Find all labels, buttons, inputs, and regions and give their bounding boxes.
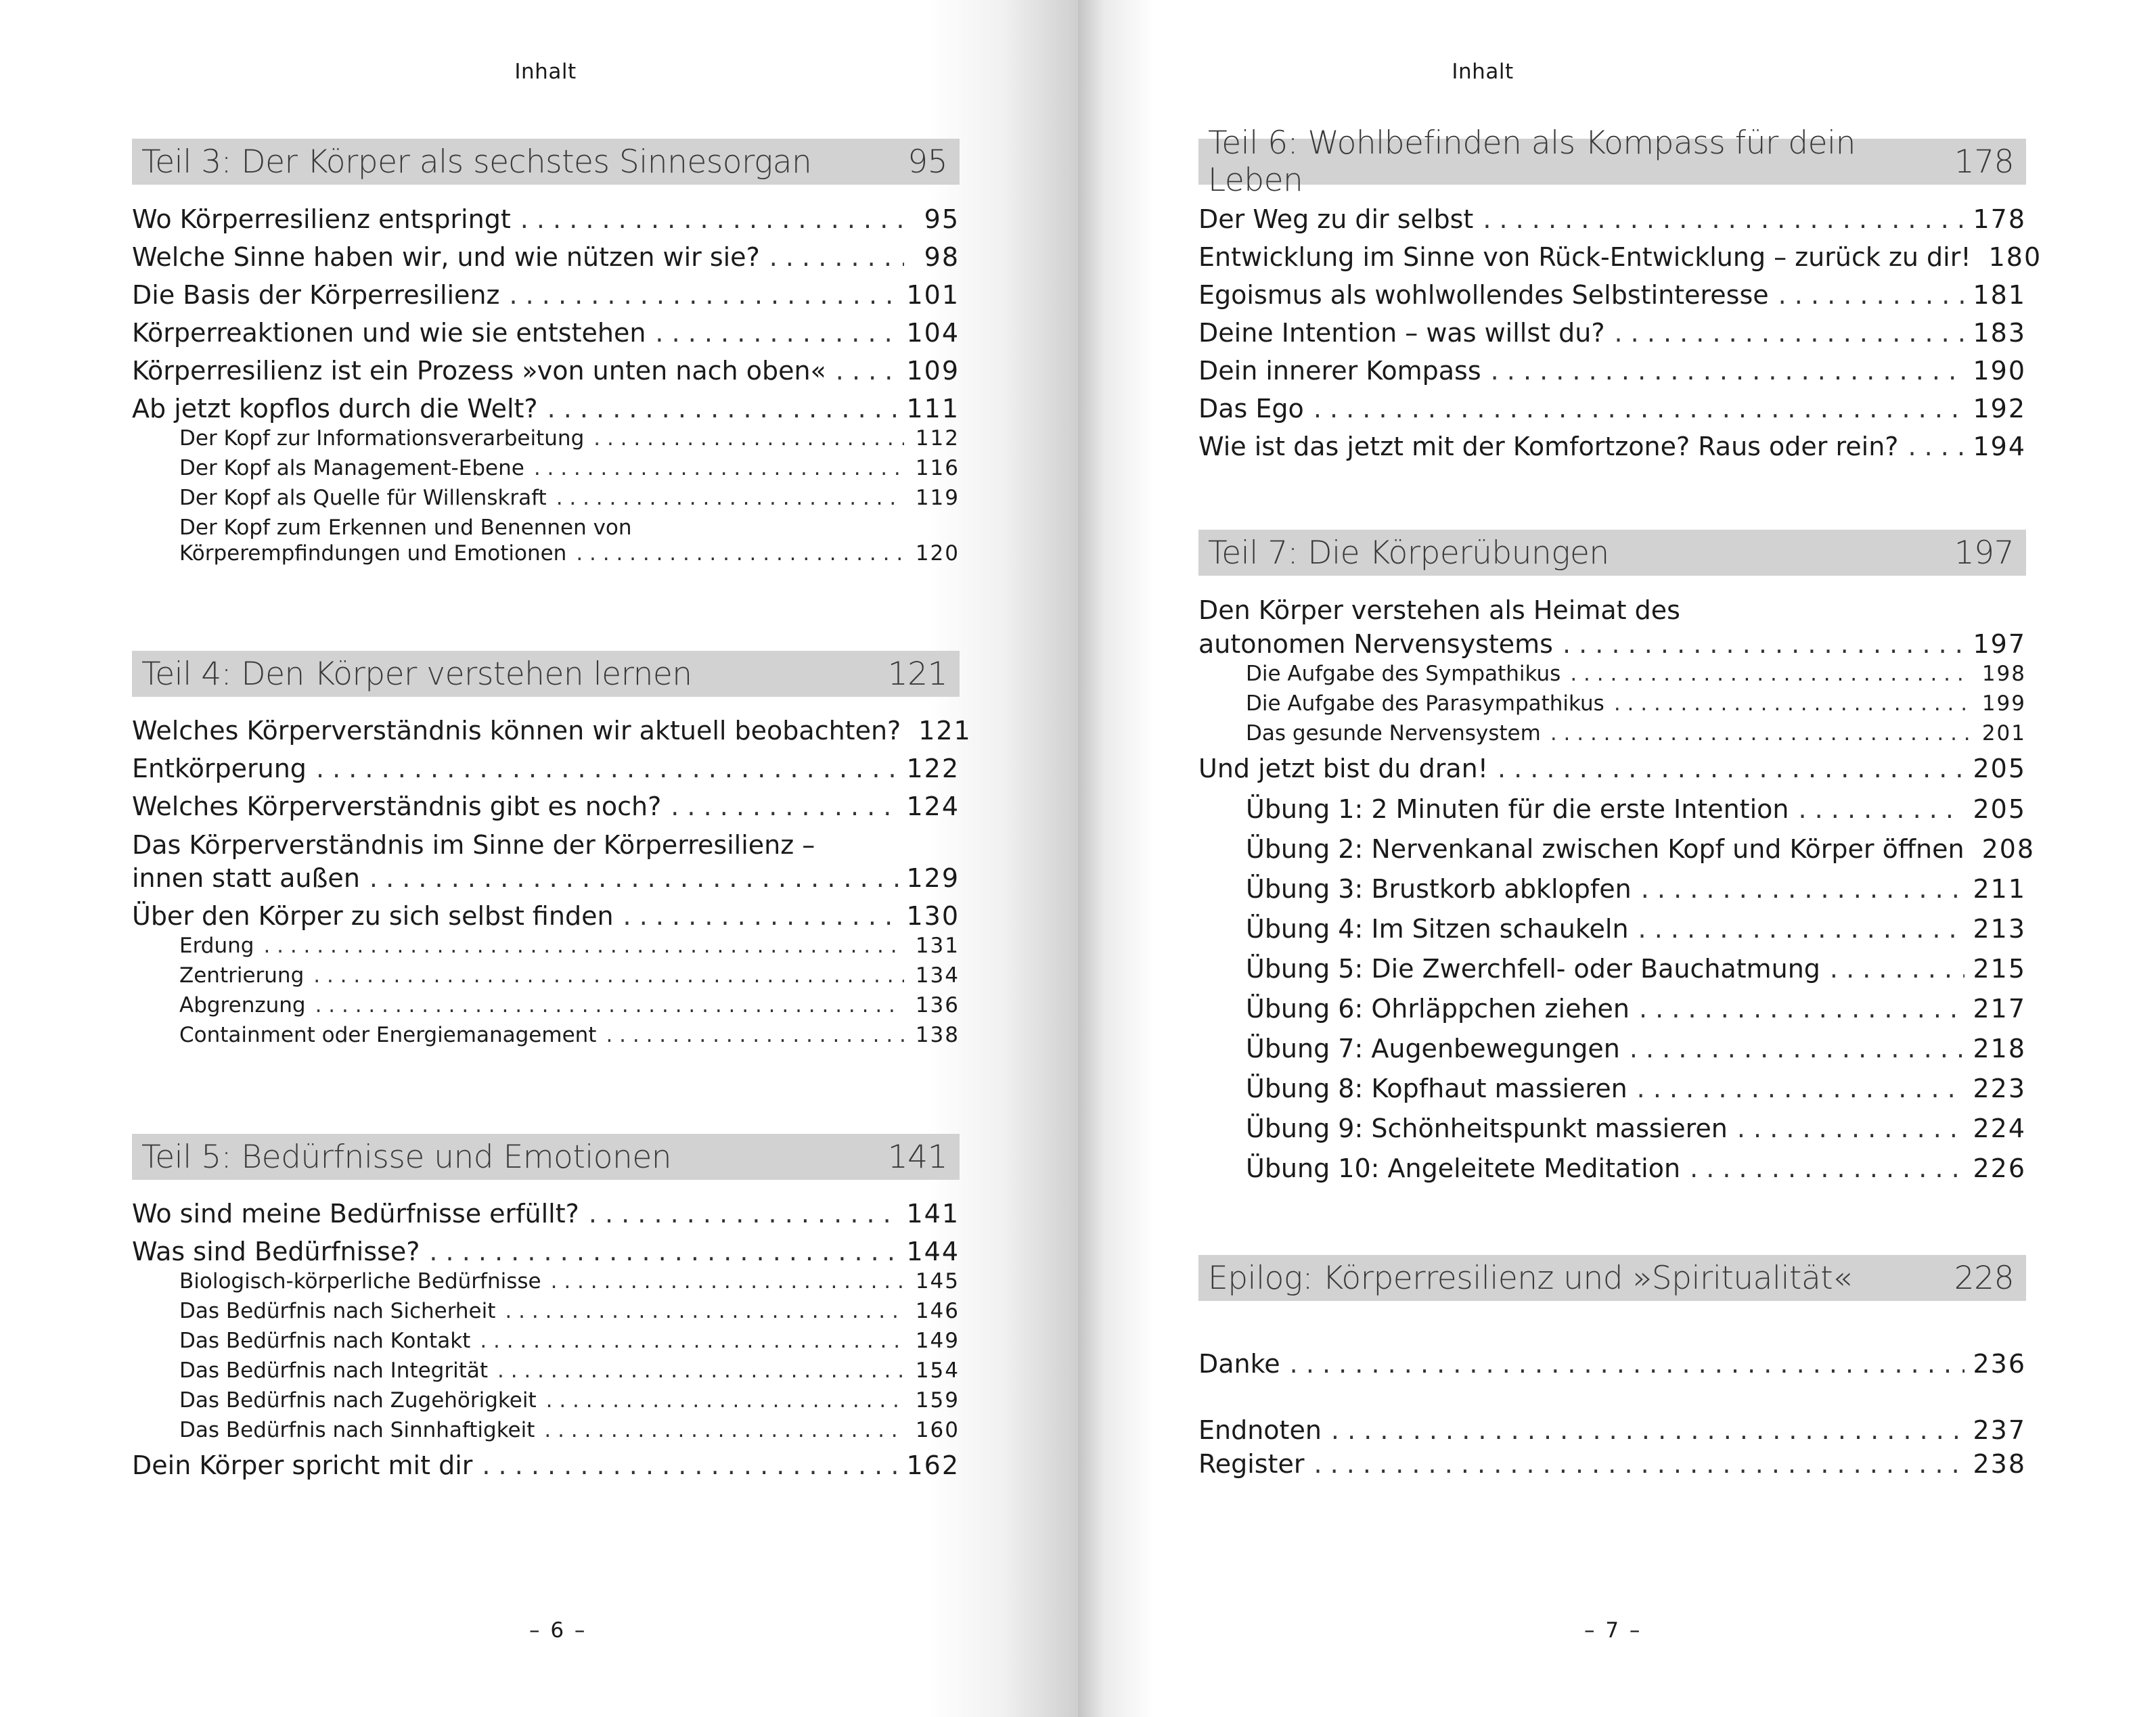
part-page: 121 (887, 655, 947, 693)
part-title: Epilog: Körperresilienz und »Spiritualität« (1208, 1259, 1852, 1297)
toc-exercise[interactable]: Übung 2: Nervenkanal zwischen Kopf und Körper öffnen 208 (1246, 834, 2036, 864)
toc-subentry-line1: Der Kopf zum Erkennen und Benennen von (179, 516, 632, 540)
toc-entry[interactable]: Dein innerer Kompass . . . 190 (1198, 354, 2026, 387)
dot-leader (313, 962, 904, 989)
toc-entry-line1: Den Körper verstehen als Heimat des (1198, 595, 1680, 625)
part-page: 178 (1954, 143, 2014, 181)
toc-entry[interactable]: autonomen Nervensystems . . . 197 (1198, 628, 2026, 660)
toc-entry[interactable]: Welches Körperverständnis können wir aktuell beobachten? 121 (132, 716, 972, 746)
toc-entry-line1: Das Körperverständnis im Sinne der Körperresilienz – (132, 830, 815, 860)
toc-entry[interactable]: Entwicklung im Sinne von Rück-Entwicklung – zurück zu dir! 180 (1198, 242, 2042, 272)
dot-leader (546, 1387, 904, 1414)
toc-subentry[interactable]: Abgrenzung . . . 136 (179, 992, 960, 1019)
dot-leader (315, 992, 904, 1019)
part-title: Teil 4: Den Körper verstehen lernen (141, 655, 692, 693)
dot-leader (556, 484, 904, 511)
part-heading[interactable] (1198, 1255, 2026, 1301)
running-head: Inhalt (514, 60, 577, 84)
dot-leader (1491, 354, 1965, 387)
toc-subentry[interactable]: Das Bedürfnis nach Kontakt . . . 149 (179, 1327, 960, 1354)
dot-leader (1615, 317, 1965, 349)
dot-leader (429, 1235, 898, 1268)
dot-leader (482, 1449, 898, 1482)
dot-leader (1630, 1032, 1965, 1065)
dot-leader (1690, 1152, 1964, 1185)
part-title: Teil 6: Wohlbefinden als Kompass für dein Leben (1208, 124, 1856, 199)
toc-entry[interactable]: Endnoten . . . 237 (1198, 1414, 2026, 1446)
part-heading[interactable] (132, 651, 960, 697)
toc-entry[interactable]: Welche Sinne haben wir, und wie nützen wir sie? . . . 98 (132, 241, 960, 273)
toc-entry[interactable]: Wie ist das jetzt mit der Komfortzone? Raus oder rein? . . . 194 (1198, 430, 2026, 463)
toc-entry[interactable]: Wo sind meine Bedürfnisse erfüllt? . . . 141 (132, 1197, 960, 1230)
dot-leader (1483, 203, 1964, 235)
part-page: 95 (907, 143, 947, 181)
toc-entry[interactable]: Ab jetzt kopflos durch die Welt? . . . 111 (132, 392, 960, 425)
toc-exercise[interactable]: Übung 8: Kopfhaut massieren . . . 223 (1246, 1072, 2026, 1105)
toc-entry[interactable]: Was sind Bedürfnisse? . . . 144 (132, 1235, 960, 1268)
dot-leader (1331, 1414, 1965, 1446)
dot-leader (1313, 392, 1965, 425)
toc-entry[interactable]: innen statt außen . . . 129 (132, 862, 960, 894)
dot-leader (547, 392, 899, 425)
dot-leader (497, 1357, 904, 1384)
dot-leader (1570, 660, 1971, 687)
toc-subentry[interactable]: Körperempfindungen und Emotionen . . . 120 (179, 540, 960, 567)
dot-leader (606, 1022, 904, 1049)
toc-entry[interactable]: Und jetzt bist du dran! . . . 205 (1198, 752, 2026, 785)
part-heading[interactable] (132, 1134, 960, 1180)
toc-entry[interactable]: Über den Körper zu sich selbst finden . . . 130 (132, 900, 960, 932)
dot-leader (369, 862, 899, 894)
running-head: Inhalt (1452, 60, 1514, 84)
dot-leader (1638, 913, 1965, 945)
dot-leader (1498, 752, 1965, 785)
dot-leader (505, 1298, 904, 1325)
toc-exercise[interactable]: Übung 10: Angeleitete Meditation . . . 226 (1246, 1152, 2026, 1185)
toc-exercise[interactable]: Übung 3: Brustkorb abklopfen . . . 211 (1246, 873, 2026, 905)
dot-leader (1830, 953, 1965, 985)
dot-leader (671, 790, 898, 823)
toc-entry[interactable]: Deine Intention – was willst du? . . . 183 (1198, 317, 2026, 349)
dot-leader (1563, 628, 1965, 660)
toc-subentry[interactable]: Das gesunde Nervensystem . . . 201 (1246, 720, 2026, 747)
dot-leader (655, 317, 898, 349)
dot-leader (1637, 1072, 1965, 1105)
dot-leader (263, 932, 904, 959)
dot-leader (316, 752, 899, 785)
dot-leader (480, 1327, 904, 1354)
toc-entry[interactable]: Danke . . . 236 (1198, 1348, 2026, 1380)
dot-leader (1778, 279, 1965, 311)
toc-entry[interactable]: Wo Körperresilienz entspringt . . . 95 (132, 203, 960, 235)
part-title: Teil 7: Die Körperübungen (1208, 534, 1609, 572)
toc-exercise[interactable]: Übung 4: Im Sitzen schaukeln . . . 213 (1246, 913, 2026, 945)
dot-leader (1908, 430, 1964, 463)
toc-exercise[interactable]: Übung 9: Schönheitspunkt massieren . . . 224 (1246, 1112, 2026, 1145)
dot-leader (1737, 1112, 1965, 1145)
part-page: 141 (887, 1138, 947, 1176)
dot-leader (544, 1417, 904, 1444)
dot-leader (836, 354, 899, 387)
toc-entry[interactable]: Entkörperung . . . 122 (132, 752, 960, 785)
dot-leader (589, 1197, 899, 1230)
toc-subentry[interactable]: Biologisch-körperliche Bedürfnisse . . . 145 (179, 1268, 960, 1295)
part-heading[interactable] (132, 139, 960, 185)
toc-entry[interactable]: Register . . . 238 (1198, 1448, 2026, 1480)
toc-entry[interactable]: Körperreaktionen und wie sie entstehen . . . 104 (132, 317, 960, 349)
part-page: 228 (1954, 1259, 2014, 1297)
toc-entry[interactable]: Welches Körperverständnis gibt es noch? . . . 124 (132, 790, 960, 823)
page-number: – 7 – (1584, 1618, 1642, 1643)
toc-subentry[interactable]: Das Bedürfnis nach Zugehörigkeit . . . 159 (179, 1387, 960, 1414)
dot-leader (593, 425, 904, 452)
dot-leader (509, 279, 898, 311)
dot-leader (1798, 793, 1964, 825)
dot-leader (1313, 1448, 1964, 1480)
dot-leader (1614, 690, 1971, 717)
dot-leader (551, 1268, 904, 1295)
toc-subentry[interactable]: Der Kopf zur Informationsverarbeitung . . . 112 (179, 425, 960, 452)
toc-subentry[interactable]: Der Kopf als Quelle für Willenskraft . . . 119 (179, 484, 960, 511)
toc-subentry[interactable]: Das Bedürfnis nach Integrität . . . 154 (179, 1357, 960, 1384)
toc-entry[interactable]: Körperresilienz ist ein Prozess »von unten nach oben« . . . 109 (132, 354, 960, 387)
toc-subentry[interactable]: Der Kopf als Management-Ebene . . . 116 (179, 455, 960, 482)
toc-entry[interactable]: Egoismus als wohlwollendes Selbstinteresse . . . 181 (1198, 279, 2026, 311)
part-title: Teil 3: Der Körper als sechstes Sinnesorgan (141, 143, 812, 181)
dot-leader (520, 203, 904, 235)
toc-subentry[interactable]: Containment oder Energiemanagement . . . 138 (179, 1022, 960, 1049)
toc-entry[interactable]: Das Ego . . . 192 (1198, 392, 2026, 425)
part-page: 197 (1954, 534, 2014, 572)
part-heading[interactable] (1198, 530, 2026, 576)
dot-leader (623, 900, 899, 932)
toc-subentry[interactable]: Die Aufgabe des Sympathikus . . . 198 (1246, 660, 2026, 687)
toc-subentry[interactable]: Zentrierung . . . 134 (179, 962, 960, 989)
toc-exercise[interactable]: Übung 6: Ohrläppchen ziehen . . . 217 (1246, 992, 2026, 1025)
dot-leader (1290, 1348, 1965, 1380)
toc-exercise[interactable]: Übung 7: Augenbewegungen . . . 218 (1246, 1032, 2026, 1065)
toc-exercise[interactable]: Übung 5: Die Zwerchfell- oder Bauchatmung . . . 215 (1246, 953, 2026, 985)
toc-entry[interactable]: Dein Körper spricht mit dir . . . 162 (132, 1449, 960, 1482)
part-heading[interactable] (1198, 124, 2026, 199)
toc-subentry[interactable]: Erdung . . . 131 (179, 932, 960, 959)
right-page (1078, 0, 2156, 1717)
toc-subentry[interactable]: Das Bedürfnis nach Sicherheit . . . 146 (179, 1298, 960, 1325)
part-title: Teil 5: Bedürfnisse und Emotionen (141, 1138, 672, 1176)
dot-leader (769, 241, 904, 273)
dot-leader (576, 540, 904, 567)
dot-leader (1550, 720, 1971, 747)
toc-exercise[interactable]: Übung 1: 2 Minuten für die erste Intention . . . 205 (1246, 793, 2026, 825)
dot-leader (1639, 992, 1964, 1025)
toc-subentry[interactable]: Die Aufgabe des Parasympathikus . . . 199 (1246, 690, 2026, 717)
page-number: – 6 – (529, 1618, 587, 1643)
dot-leader (534, 455, 904, 482)
dot-leader (1641, 873, 1965, 905)
toc-entry[interactable]: Die Basis der Körperresilienz . . . 101 (132, 279, 960, 311)
toc-entry[interactable]: Der Weg zu dir selbst . . . 178 (1198, 203, 2026, 235)
toc-subentry[interactable]: Das Bedürfnis nach Sinnhaftigkeit . . . 160 (179, 1417, 960, 1444)
